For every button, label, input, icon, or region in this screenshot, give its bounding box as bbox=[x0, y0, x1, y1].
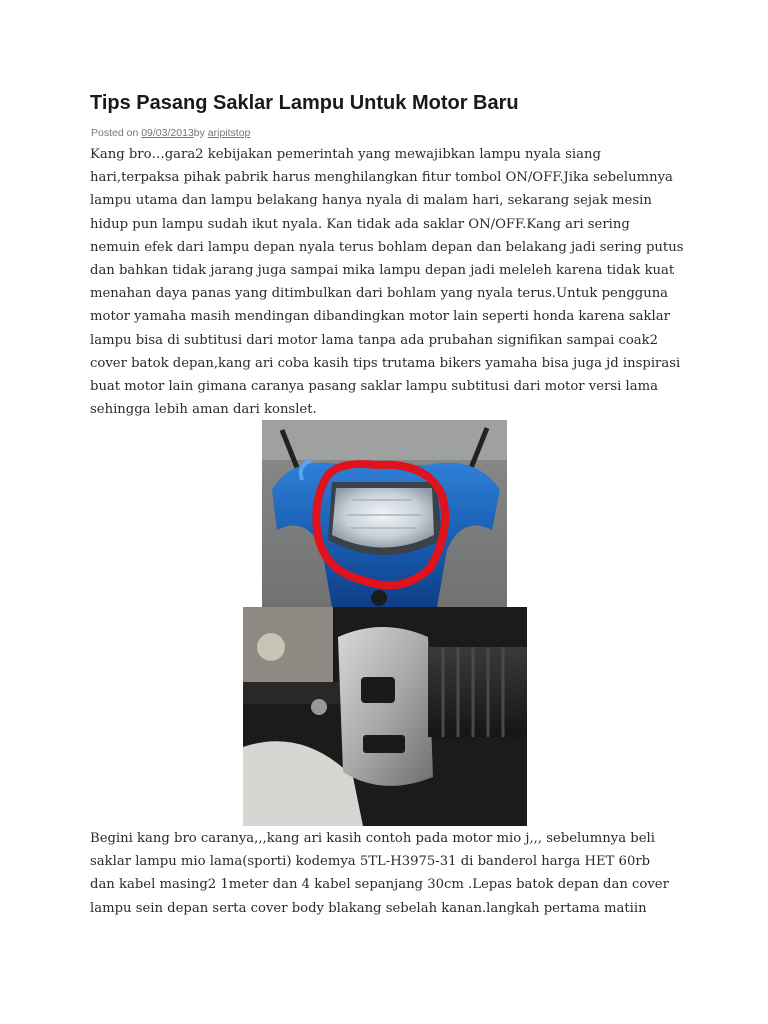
text-line: lampu utama dan lampu belakang hanya nyala di malam hari, sekarang sejak mesin bbox=[90, 193, 652, 209]
handlebar-switch-photo bbox=[243, 607, 527, 826]
text-line: saklar lampu mio lama(sporti) kodemya 5TL-H3975-31 di banderol harga HET 60rb bbox=[90, 854, 651, 870]
headlamp-photo bbox=[262, 420, 507, 607]
text-line: dan bahkan tidak jarang juga sampai mika lampu depan jadi meleleh karena tidak kuat bbox=[90, 263, 675, 279]
post-title: Tips Pasang Saklar Lampu Untuk Motor Baru bbox=[90, 92, 519, 114]
text-line: hari,terpaksa pihak pabrik harus menghilangkan fitur tombol ON/OFF.Jika sebelumnya bbox=[90, 170, 673, 186]
text-line: dan kabel masing2 1meter dan 4 kabel sepanjang 30cm .Lepas batok depan dan cover bbox=[90, 877, 669, 893]
post-meta bbox=[91, 127, 250, 139]
author-link[interactable]: aripitstop bbox=[207, 127, 251, 139]
intro-paragraph bbox=[90, 143, 690, 421]
text-line: menahan daya panas yang ditimbulkan dari bohlam yang nyala terus.Untuk pengguna bbox=[90, 286, 669, 302]
post-date-link[interactable]: 09/03/2013 bbox=[141, 127, 194, 139]
text-line: motor yamaha masih mendingan dibandingkan motor lain seperti honda karena saklar bbox=[90, 309, 670, 325]
text-line: lampu bisa di subtitusi dari motor lama tanpa ada prubahan signifikan sampai coak2 bbox=[90, 332, 659, 348]
text-line: Kang bro…gara2 kebijakan pemerintah yang mewajibkan lampu nyala siang bbox=[90, 147, 601, 162]
posted-on-label: Posted on bbox=[91, 127, 142, 139]
text-line: nemuin efek dari lampu depan nyala terus bohlam depan dan belakang jadi sering putus bbox=[90, 239, 684, 255]
text-line: lampu sein depan serta cover body blakang sebelah kanan.langkah pertama matiin bbox=[90, 900, 647, 916]
text-line: sehingga lebih aman dari konslet. bbox=[90, 402, 317, 418]
by-label: by bbox=[193, 127, 208, 139]
text-line: Begini kang bro caranya,,,kang ari kasih contoh pada motor mio j,,, sebelumnya beli bbox=[90, 831, 655, 846]
text-line: cover batok depan,kang ari coba kasih tips trutama bikers yamaha bisa juga jd inspirasi bbox=[90, 355, 681, 371]
instructions-paragraph bbox=[90, 827, 690, 920]
text-line: hidup pun lampu sudah ikut nyala. Kan tidak ada saklar ON/OFF.Kang ari sering bbox=[90, 216, 630, 232]
text-line: buat motor lain gimana caranya pasang saklar lampu subtitusi dari motor versi lama bbox=[90, 379, 658, 395]
